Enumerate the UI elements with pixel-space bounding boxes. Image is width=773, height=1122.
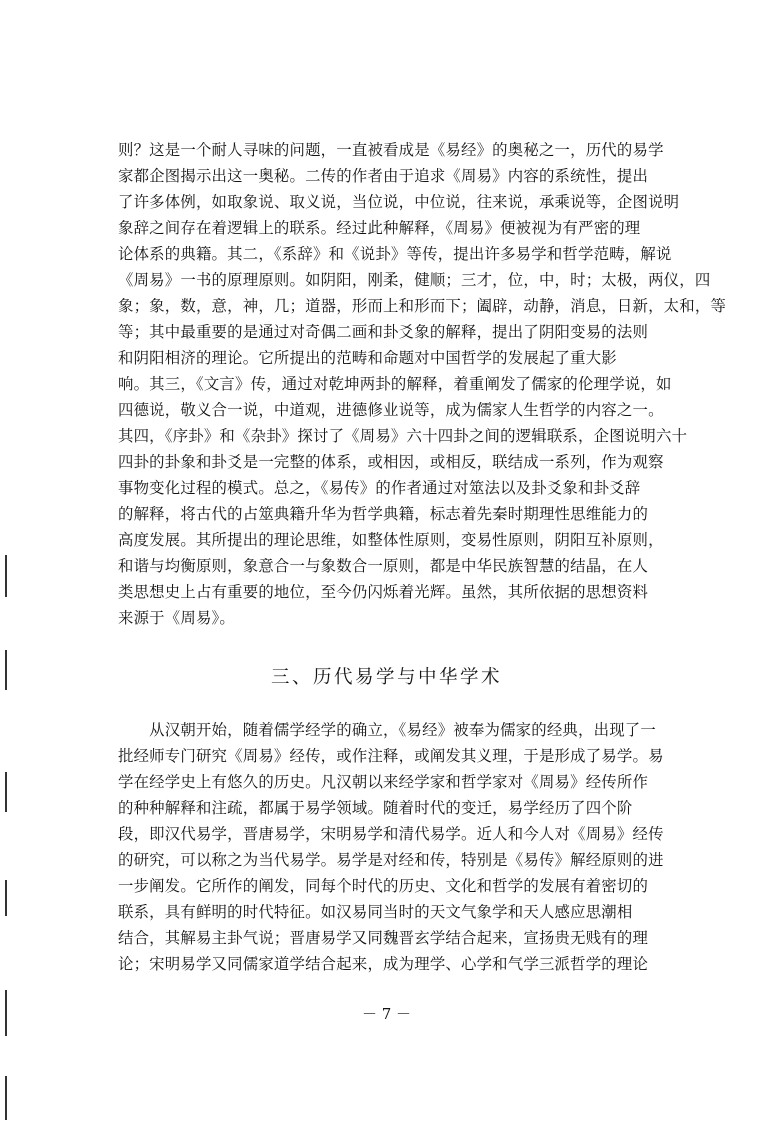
page-number: － 7 －: [361, 1005, 412, 1023]
text-line: 联系，具有鲜明的时代特征。如汉易同当时的天文气象学和天人感应思潮相: [118, 903, 633, 921]
text-line: 批经师专门研究《周易》经传，或作注释，或阐发其义理，于是形成了易学。易: [118, 747, 664, 765]
text-line: 的种种解释和注疏，都属于易学领域。随着时代的变迁，易学经历了四个阶: [118, 799, 633, 817]
section-heading: 三、历代易学与中华学术: [270, 667, 502, 688]
text-line: 从汉朝开始，随着儒学经学的确立，《易经》被奉为儒家的经典，出现了一: [118, 721, 656, 739]
scan-edge-mark: [5, 880, 7, 916]
text-line: 的研究，可以称之为当代易学。易学是对经和传，特别是《易传》解经原则的进: [118, 851, 664, 869]
scan-edge-mark: [5, 650, 7, 690]
text-line: 象辞之间存在着逻辑上的联系。经过此种解释，《周易》便被视为有严密的理: [118, 219, 641, 237]
text-line: 来源于《周易》。: [118, 609, 236, 627]
text-line: 高度发展。其所提出的理论思维，如整体性原则，变易性原则，阴阳互补原则，: [118, 531, 664, 549]
scan-edge-mark: [5, 1076, 7, 1120]
text-line: 结合，其解易主卦气说；晋唐易学又同魏晋玄学结合起来，宣扬贵无贱有的理: [118, 929, 649, 947]
text-line: 论体系的典籍。其二，《系辞》和《说卦》等传，提出许多易学和哲学范畴，解说: [118, 245, 672, 263]
text-line: 了许多体例，如取象说、取义说，当位说，中位说，往来说，承乘说等，企图说明: [118, 193, 680, 211]
scan-edge-mark: [5, 990, 7, 1036]
text-line: 四卦的卦象和卦爻是一完整的体系，或相因，或相反，联结成一系列，作为观察: [118, 453, 664, 471]
text-line: 象；象，数，意，神，几；道器，形而上和形而下；阖辟，动静，消息，日新，太和，等: [118, 297, 727, 315]
text-line: 和阴阳相济的理论。它所提出的范畴和命题对中国哲学的发展起了重大影: [118, 349, 617, 367]
scan-edge-mark: [5, 555, 7, 597]
text-line: 则？这是一个耐人寻味的问题，一直被看成是《易经》的奥秘之一，历代的易学: [118, 141, 664, 159]
text-line: 家都企图揭示出这一奥秘。二传的作者由于追求《周易》内容的系统性，提出: [118, 167, 649, 185]
scan-edge-mark: [5, 772, 7, 812]
text-line: 事物变化过程的模式。总之，《易传》的作者通过对筮法以及卦爻象和卦爻辞: [118, 479, 641, 497]
text-line: 四德说，敬义合一说，中道观，进德修业说等，成为儒家人生哲学的内容之一。: [118, 401, 664, 419]
text-line: 一步阐发。它所作的阐发，同每个时代的历史、文化和哲学的发展有着密切的: [118, 877, 649, 895]
text-line: 类思想史上占有重要的地位，至今仍闪烁着光辉。虽然，其所依据的思想资料: [118, 583, 649, 601]
text-line: 论；宋明易学又同儒家道学结合起来，成为理学、心学和气学三派哲学的理论: [118, 955, 649, 973]
text-line: 学在经学史上有悠久的历史。凡汉朝以来经学家和哲学家对《周易》经传所作: [118, 773, 649, 791]
text-line: 其四，《序卦》和《杂卦》探讨了《周易》六十四卦之间的逻辑联系，企图说明六十: [118, 427, 688, 445]
text-line: 响。其三，《文言》传，通过对乾坤两卦的解释，着重阐发了儒家的伦理学说，如: [118, 375, 672, 393]
text-line: 的解释，将古代的占筮典籍升华为哲学典籍，标志着先秦时期理性思维能力的: [118, 505, 649, 523]
text-line: 段，即汉代易学，晋唐易学，宋明易学和清代易学。近人和今人对《周易》经传: [118, 825, 664, 843]
text-line: 和谐与均衡原则，象意合一与象数合一原则，都是中华民族智慧的结晶，在人: [118, 557, 649, 575]
text-line: 《周易》一书的原理原则。如阴阳，刚柔，健顺；三才，位，中，时；太极，两仪，四: [118, 271, 711, 289]
text-line: 等；其中最重要的是通过对奇偶二画和卦爻象的解释，提出了阴阳变易的法则: [118, 323, 649, 341]
